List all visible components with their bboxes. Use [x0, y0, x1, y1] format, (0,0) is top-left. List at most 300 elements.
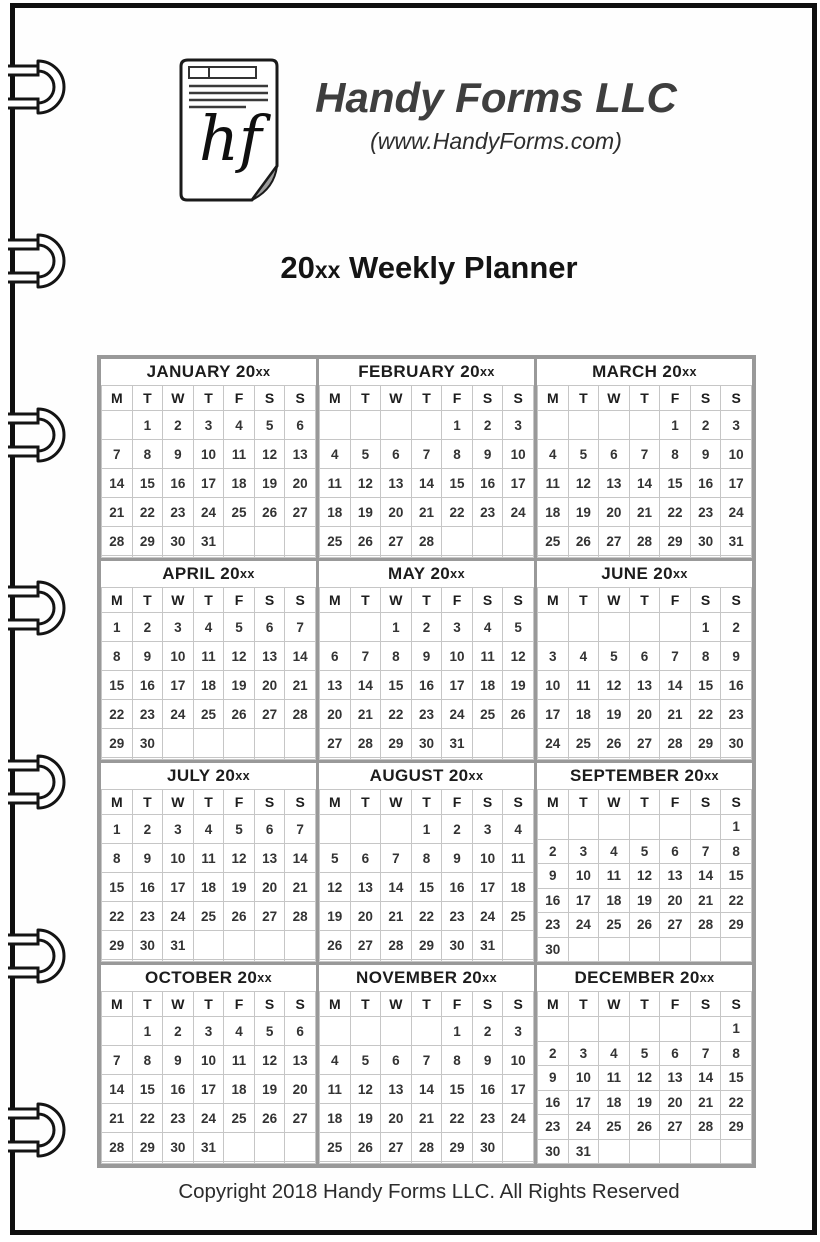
- date-cell: 29: [102, 931, 133, 960]
- empty-date-cell: [472, 556, 503, 558]
- date-cell: 7: [285, 815, 316, 844]
- date-cell: 14: [350, 671, 381, 700]
- date-cell: 19: [629, 1090, 660, 1115]
- day-of-week-header: T: [193, 386, 224, 411]
- empty-date-cell: [472, 758, 503, 760]
- binder-ring-icon: [8, 754, 66, 810]
- date-cell: 4: [503, 815, 534, 844]
- date-cell: 18: [320, 1104, 351, 1133]
- week-row: [102, 815, 316, 844]
- date-cell: 6: [254, 613, 285, 642]
- empty-date-cell: [285, 1162, 316, 1164]
- week-row: [538, 839, 752, 864]
- company-website: (www.HandyForms.com): [370, 128, 622, 154]
- date-cell: 26: [320, 931, 351, 960]
- empty-date-cell: [102, 556, 133, 558]
- empty-date-cell: [350, 1162, 381, 1164]
- day-header-row: [102, 386, 316, 411]
- day-of-week-header: S: [472, 992, 503, 1017]
- date-cell: 26: [629, 913, 660, 938]
- day-of-week-header: F: [224, 790, 255, 815]
- date-cell: 11: [599, 864, 630, 889]
- week-row: [320, 1075, 534, 1104]
- date-cell: 8: [721, 1041, 752, 1066]
- day-of-week-header: T: [350, 386, 381, 411]
- week-row: [320, 902, 534, 931]
- date-cell: 19: [254, 469, 285, 498]
- date-cell: 12: [224, 642, 255, 671]
- empty-date-cell: [538, 815, 569, 840]
- day-of-week-header: S: [254, 386, 285, 411]
- day-of-week-header: T: [411, 386, 442, 411]
- day-of-week-header: S: [690, 790, 721, 815]
- empty-date-cell: [411, 1162, 442, 1164]
- date-cell: 4: [320, 440, 351, 469]
- date-cell: 5: [254, 411, 285, 440]
- day-of-week-header: F: [660, 992, 691, 1017]
- day-of-week-header: T: [411, 790, 442, 815]
- date-cell: 7: [102, 440, 133, 469]
- empty-date-cell: [568, 556, 599, 558]
- week-row: [538, 729, 752, 758]
- month-title: [101, 561, 316, 587]
- date-cell: 26: [224, 700, 255, 729]
- copyright-text: Copyright 2018 Handy Forms LLC. All Rights Reserved: [178, 1180, 680, 1203]
- date-cell: 5: [350, 440, 381, 469]
- week-row: [102, 498, 316, 527]
- date-cell: 2: [538, 1041, 569, 1066]
- month-calendar: [537, 965, 752, 1164]
- empty-date-cell: [538, 556, 569, 558]
- date-cell: 14: [690, 864, 721, 889]
- company-name: Handy Forms LLC: [315, 74, 677, 121]
- empty-date-cell: [381, 1017, 412, 1046]
- date-cell: 25: [320, 527, 351, 556]
- date-cell: 30: [132, 931, 163, 960]
- day-of-week-header: T: [629, 386, 660, 411]
- date-cell: 26: [599, 729, 630, 758]
- date-cell: 18: [599, 888, 630, 913]
- date-cell: 4: [224, 411, 255, 440]
- month-title: [319, 763, 534, 789]
- date-cell: 23: [472, 498, 503, 527]
- date-cell: 2: [538, 839, 569, 864]
- day-of-week-header: F: [660, 386, 691, 411]
- date-cell: 26: [224, 902, 255, 931]
- day-of-week-header: T: [132, 386, 163, 411]
- date-cell: 1: [102, 613, 133, 642]
- week-row: [538, 1090, 752, 1115]
- date-cell: 5: [629, 839, 660, 864]
- date-cell: 21: [690, 1090, 721, 1115]
- day-of-week-header: S: [472, 790, 503, 815]
- date-cell: 3: [472, 815, 503, 844]
- date-cell: 17: [503, 1075, 534, 1104]
- date-cell: 28: [102, 1133, 133, 1162]
- date-cell: 27: [320, 729, 351, 758]
- week-row: [320, 1104, 534, 1133]
- date-cell: 7: [629, 440, 660, 469]
- empty-date-cell: [254, 527, 285, 556]
- date-cell: 29: [132, 1133, 163, 1162]
- date-cell: 3: [163, 613, 194, 642]
- logo-monogram: hf: [199, 102, 262, 175]
- day-of-week-header: T: [193, 992, 224, 1017]
- date-cell: 27: [285, 1104, 316, 1133]
- date-cell: 11: [568, 671, 599, 700]
- empty-date-cell: [102, 1017, 133, 1046]
- date-cell: 10: [193, 440, 224, 469]
- empty-date-cell: [254, 556, 285, 558]
- day-header-row: [538, 386, 752, 411]
- date-cell: 15: [442, 1075, 473, 1104]
- week-row: [538, 758, 752, 760]
- month-title: [101, 359, 316, 385]
- week-row: [102, 960, 316, 962]
- month-name: NOVEMBER: [356, 968, 458, 987]
- week-row: [102, 931, 316, 960]
- empty-date-cell: [629, 1017, 660, 1042]
- empty-date-cell: [599, 411, 630, 440]
- day-of-week-header: S: [721, 386, 752, 411]
- empty-date-cell: [599, 556, 630, 558]
- date-cell: 20: [254, 671, 285, 700]
- date-cell: 18: [320, 498, 351, 527]
- date-cell: 6: [381, 1046, 412, 1075]
- empty-date-cell: [350, 556, 381, 558]
- date-cell: 4: [320, 1046, 351, 1075]
- week-row: [538, 1066, 752, 1091]
- date-cell: 20: [660, 1090, 691, 1115]
- date-cell: 7: [381, 844, 412, 873]
- empty-date-cell: [193, 729, 224, 758]
- date-cell: 29: [660, 527, 691, 556]
- month-title: [537, 965, 752, 991]
- date-cell: 4: [599, 839, 630, 864]
- date-cell: 25: [503, 902, 534, 931]
- month-year: 20: [653, 564, 673, 583]
- date-cell: 18: [503, 873, 534, 902]
- day-of-week-header: S: [254, 588, 285, 613]
- date-cell: 18: [193, 873, 224, 902]
- week-row: [102, 758, 316, 760]
- month-grid: [537, 789, 752, 962]
- date-cell: 5: [629, 1041, 660, 1066]
- date-cell: 13: [285, 1046, 316, 1075]
- date-cell: 15: [721, 864, 752, 889]
- date-cell: 23: [442, 902, 473, 931]
- empty-date-cell: [599, 1139, 630, 1164]
- date-cell: 31: [163, 931, 194, 960]
- week-row: [102, 1075, 316, 1104]
- date-cell: 11: [193, 642, 224, 671]
- day-of-week-header: W: [163, 992, 194, 1017]
- week-row: [538, 913, 752, 938]
- date-cell: 12: [254, 1046, 285, 1075]
- date-cell: 12: [599, 671, 630, 700]
- empty-date-cell: [350, 613, 381, 642]
- page-title-year: 20: [280, 250, 315, 285]
- date-cell: 12: [350, 469, 381, 498]
- date-cell: 6: [285, 1017, 316, 1046]
- binder-ring-icon: [8, 59, 66, 115]
- empty-date-cell: [381, 411, 412, 440]
- date-cell: 12: [629, 1066, 660, 1091]
- empty-date-cell: [193, 931, 224, 960]
- empty-date-cell: [411, 960, 442, 962]
- empty-date-cell: [102, 411, 133, 440]
- empty-date-cell: [629, 758, 660, 760]
- date-cell: 22: [690, 700, 721, 729]
- week-row: [320, 469, 534, 498]
- date-cell: 1: [660, 411, 691, 440]
- binder-ring-icon: [8, 407, 66, 463]
- date-cell: 10: [163, 844, 194, 873]
- empty-date-cell: [254, 960, 285, 962]
- date-cell: 3: [568, 1041, 599, 1066]
- empty-date-cell: [381, 556, 412, 558]
- date-cell: 6: [350, 844, 381, 873]
- empty-date-cell: [503, 960, 534, 962]
- empty-date-cell: [538, 613, 569, 642]
- day-of-week-header: T: [629, 588, 660, 613]
- week-row: [320, 758, 534, 760]
- date-cell: 17: [568, 888, 599, 913]
- empty-date-cell: [102, 960, 133, 962]
- empty-date-cell: [721, 758, 752, 760]
- week-row: [538, 1115, 752, 1140]
- date-cell: 3: [193, 1017, 224, 1046]
- week-row: [538, 1017, 752, 1042]
- date-cell: 16: [472, 469, 503, 498]
- date-cell: 28: [629, 527, 660, 556]
- date-cell: 5: [254, 1017, 285, 1046]
- date-cell: 31: [568, 1139, 599, 1164]
- empty-date-cell: [503, 556, 534, 558]
- handy-forms-logo: [176, 56, 280, 204]
- day-of-week-header: M: [320, 992, 351, 1017]
- date-cell: 27: [599, 527, 630, 556]
- date-cell: 20: [660, 888, 691, 913]
- date-cell: 31: [721, 527, 752, 556]
- week-row: [320, 931, 534, 960]
- day-of-week-header: S: [254, 992, 285, 1017]
- empty-date-cell: [721, 937, 752, 962]
- date-cell: 18: [568, 700, 599, 729]
- date-cell: 4: [193, 613, 224, 642]
- empty-date-cell: [660, 937, 691, 962]
- date-cell: 8: [690, 642, 721, 671]
- date-cell: 17: [503, 469, 534, 498]
- date-cell: 3: [163, 815, 194, 844]
- month-grid: [101, 991, 316, 1164]
- month-calendar: [101, 763, 316, 962]
- month-year-xx: xx: [479, 365, 495, 379]
- day-of-week-header: W: [163, 790, 194, 815]
- month-year: 20: [684, 766, 705, 785]
- empty-date-cell: [721, 1139, 752, 1164]
- day-header-row: [102, 992, 316, 1017]
- empty-date-cell: [568, 815, 599, 840]
- date-cell: 18: [472, 671, 503, 700]
- month-calendar: [319, 965, 534, 1164]
- date-cell: 29: [442, 1133, 473, 1162]
- month-name: MARCH: [592, 362, 658, 381]
- week-row: [320, 527, 534, 556]
- day-of-week-header: M: [102, 790, 133, 815]
- date-cell: 9: [721, 642, 752, 671]
- date-cell: 17: [163, 873, 194, 902]
- date-cell: 17: [721, 469, 752, 498]
- date-cell: 11: [320, 469, 351, 498]
- empty-date-cell: [442, 1162, 473, 1164]
- date-cell: 16: [163, 1075, 194, 1104]
- day-header-row: [320, 790, 534, 815]
- empty-date-cell: [660, 556, 691, 558]
- date-cell: 15: [102, 873, 133, 902]
- date-cell: 10: [163, 642, 194, 671]
- empty-date-cell: [285, 758, 316, 760]
- date-cell: 13: [381, 1075, 412, 1104]
- date-cell: 9: [132, 642, 163, 671]
- week-row: [102, 527, 316, 556]
- date-cell: 26: [254, 1104, 285, 1133]
- day-of-week-header: S: [472, 386, 503, 411]
- day-header-row: [102, 588, 316, 613]
- date-cell: 27: [660, 1115, 691, 1140]
- date-cell: 25: [224, 1104, 255, 1133]
- week-row: [102, 1017, 316, 1046]
- date-cell: 16: [132, 671, 163, 700]
- date-cell: 20: [285, 469, 316, 498]
- date-cell: 25: [320, 1133, 351, 1162]
- date-cell: 27: [254, 700, 285, 729]
- date-cell: 30: [538, 937, 569, 962]
- week-row: [102, 671, 316, 700]
- date-cell: 26: [350, 527, 381, 556]
- week-row: [320, 960, 534, 962]
- empty-date-cell: [320, 411, 351, 440]
- date-cell: 9: [690, 440, 721, 469]
- month-title: [319, 359, 534, 385]
- month-name: JUNE: [601, 564, 649, 583]
- date-cell: 14: [690, 1066, 721, 1091]
- day-of-week-header: S: [254, 790, 285, 815]
- day-of-week-header: S: [721, 588, 752, 613]
- date-cell: 2: [472, 1017, 503, 1046]
- date-cell: 29: [132, 527, 163, 556]
- week-row: [320, 1133, 534, 1162]
- date-cell: 18: [193, 671, 224, 700]
- date-cell: 30: [538, 1139, 569, 1164]
- week-row: [102, 613, 316, 642]
- date-cell: 18: [538, 498, 569, 527]
- date-cell: 3: [568, 839, 599, 864]
- date-cell: 25: [568, 729, 599, 758]
- date-cell: 11: [538, 469, 569, 498]
- empty-date-cell: [411, 411, 442, 440]
- date-cell: 12: [350, 1075, 381, 1104]
- date-cell: 14: [411, 1075, 442, 1104]
- date-cell: 21: [629, 498, 660, 527]
- month-year-xx: xx: [699, 971, 715, 985]
- empty-date-cell: [224, 960, 255, 962]
- week-row: [102, 844, 316, 873]
- day-of-week-header: S: [285, 992, 316, 1017]
- month-year-xx: xx: [682, 365, 697, 379]
- week-row: [102, 440, 316, 469]
- week-row: [320, 440, 534, 469]
- date-cell: 28: [411, 527, 442, 556]
- day-of-week-header: S: [503, 386, 534, 411]
- day-of-week-header: T: [350, 790, 381, 815]
- date-cell: 13: [381, 469, 412, 498]
- week-row: [102, 700, 316, 729]
- date-cell: 10: [472, 844, 503, 873]
- date-cell: 24: [721, 498, 752, 527]
- empty-date-cell: [350, 758, 381, 760]
- day-of-week-header: W: [163, 386, 194, 411]
- date-cell: 15: [132, 469, 163, 498]
- date-cell: 22: [132, 498, 163, 527]
- date-cell: 9: [411, 642, 442, 671]
- month-year: 20: [448, 766, 469, 785]
- date-cell: 12: [629, 864, 660, 889]
- month-title: [537, 763, 752, 789]
- month-year-xx: xx: [450, 567, 465, 581]
- date-cell: 6: [285, 411, 316, 440]
- date-cell: 20: [599, 498, 630, 527]
- empty-date-cell: [381, 1162, 412, 1164]
- month-year-xx: xx: [672, 567, 688, 581]
- date-cell: 1: [132, 411, 163, 440]
- month-year: 20: [430, 564, 451, 583]
- month-calendar: [537, 763, 752, 962]
- day-of-week-header: F: [442, 992, 473, 1017]
- date-cell: 20: [320, 700, 351, 729]
- month-name: MAY: [388, 564, 426, 583]
- page-title: [99, 250, 759, 286]
- date-cell: 22: [102, 700, 133, 729]
- date-cell: 19: [350, 1104, 381, 1133]
- month-year: 20: [215, 766, 236, 785]
- date-cell: 9: [132, 844, 163, 873]
- week-row: [320, 411, 534, 440]
- date-cell: 4: [538, 440, 569, 469]
- month-year-xx: xx: [235, 769, 250, 783]
- empty-date-cell: [102, 1162, 133, 1164]
- date-cell: 6: [381, 440, 412, 469]
- date-cell: 10: [568, 1066, 599, 1091]
- month-name: FEBRUARY: [358, 362, 456, 381]
- empty-date-cell: [320, 758, 351, 760]
- empty-date-cell: [568, 937, 599, 962]
- day-of-week-header: S: [721, 790, 752, 815]
- empty-date-cell: [320, 960, 351, 962]
- empty-date-cell: [472, 960, 503, 962]
- empty-date-cell: [254, 729, 285, 758]
- date-cell: 16: [538, 888, 569, 913]
- date-cell: 28: [102, 527, 133, 556]
- day-of-week-header: F: [660, 790, 691, 815]
- empty-date-cell: [411, 758, 442, 760]
- empty-date-cell: [538, 411, 569, 440]
- day-of-week-header: M: [320, 790, 351, 815]
- empty-date-cell: [442, 527, 473, 556]
- date-cell: 16: [163, 469, 194, 498]
- week-row: [538, 613, 752, 642]
- date-cell: 19: [254, 1075, 285, 1104]
